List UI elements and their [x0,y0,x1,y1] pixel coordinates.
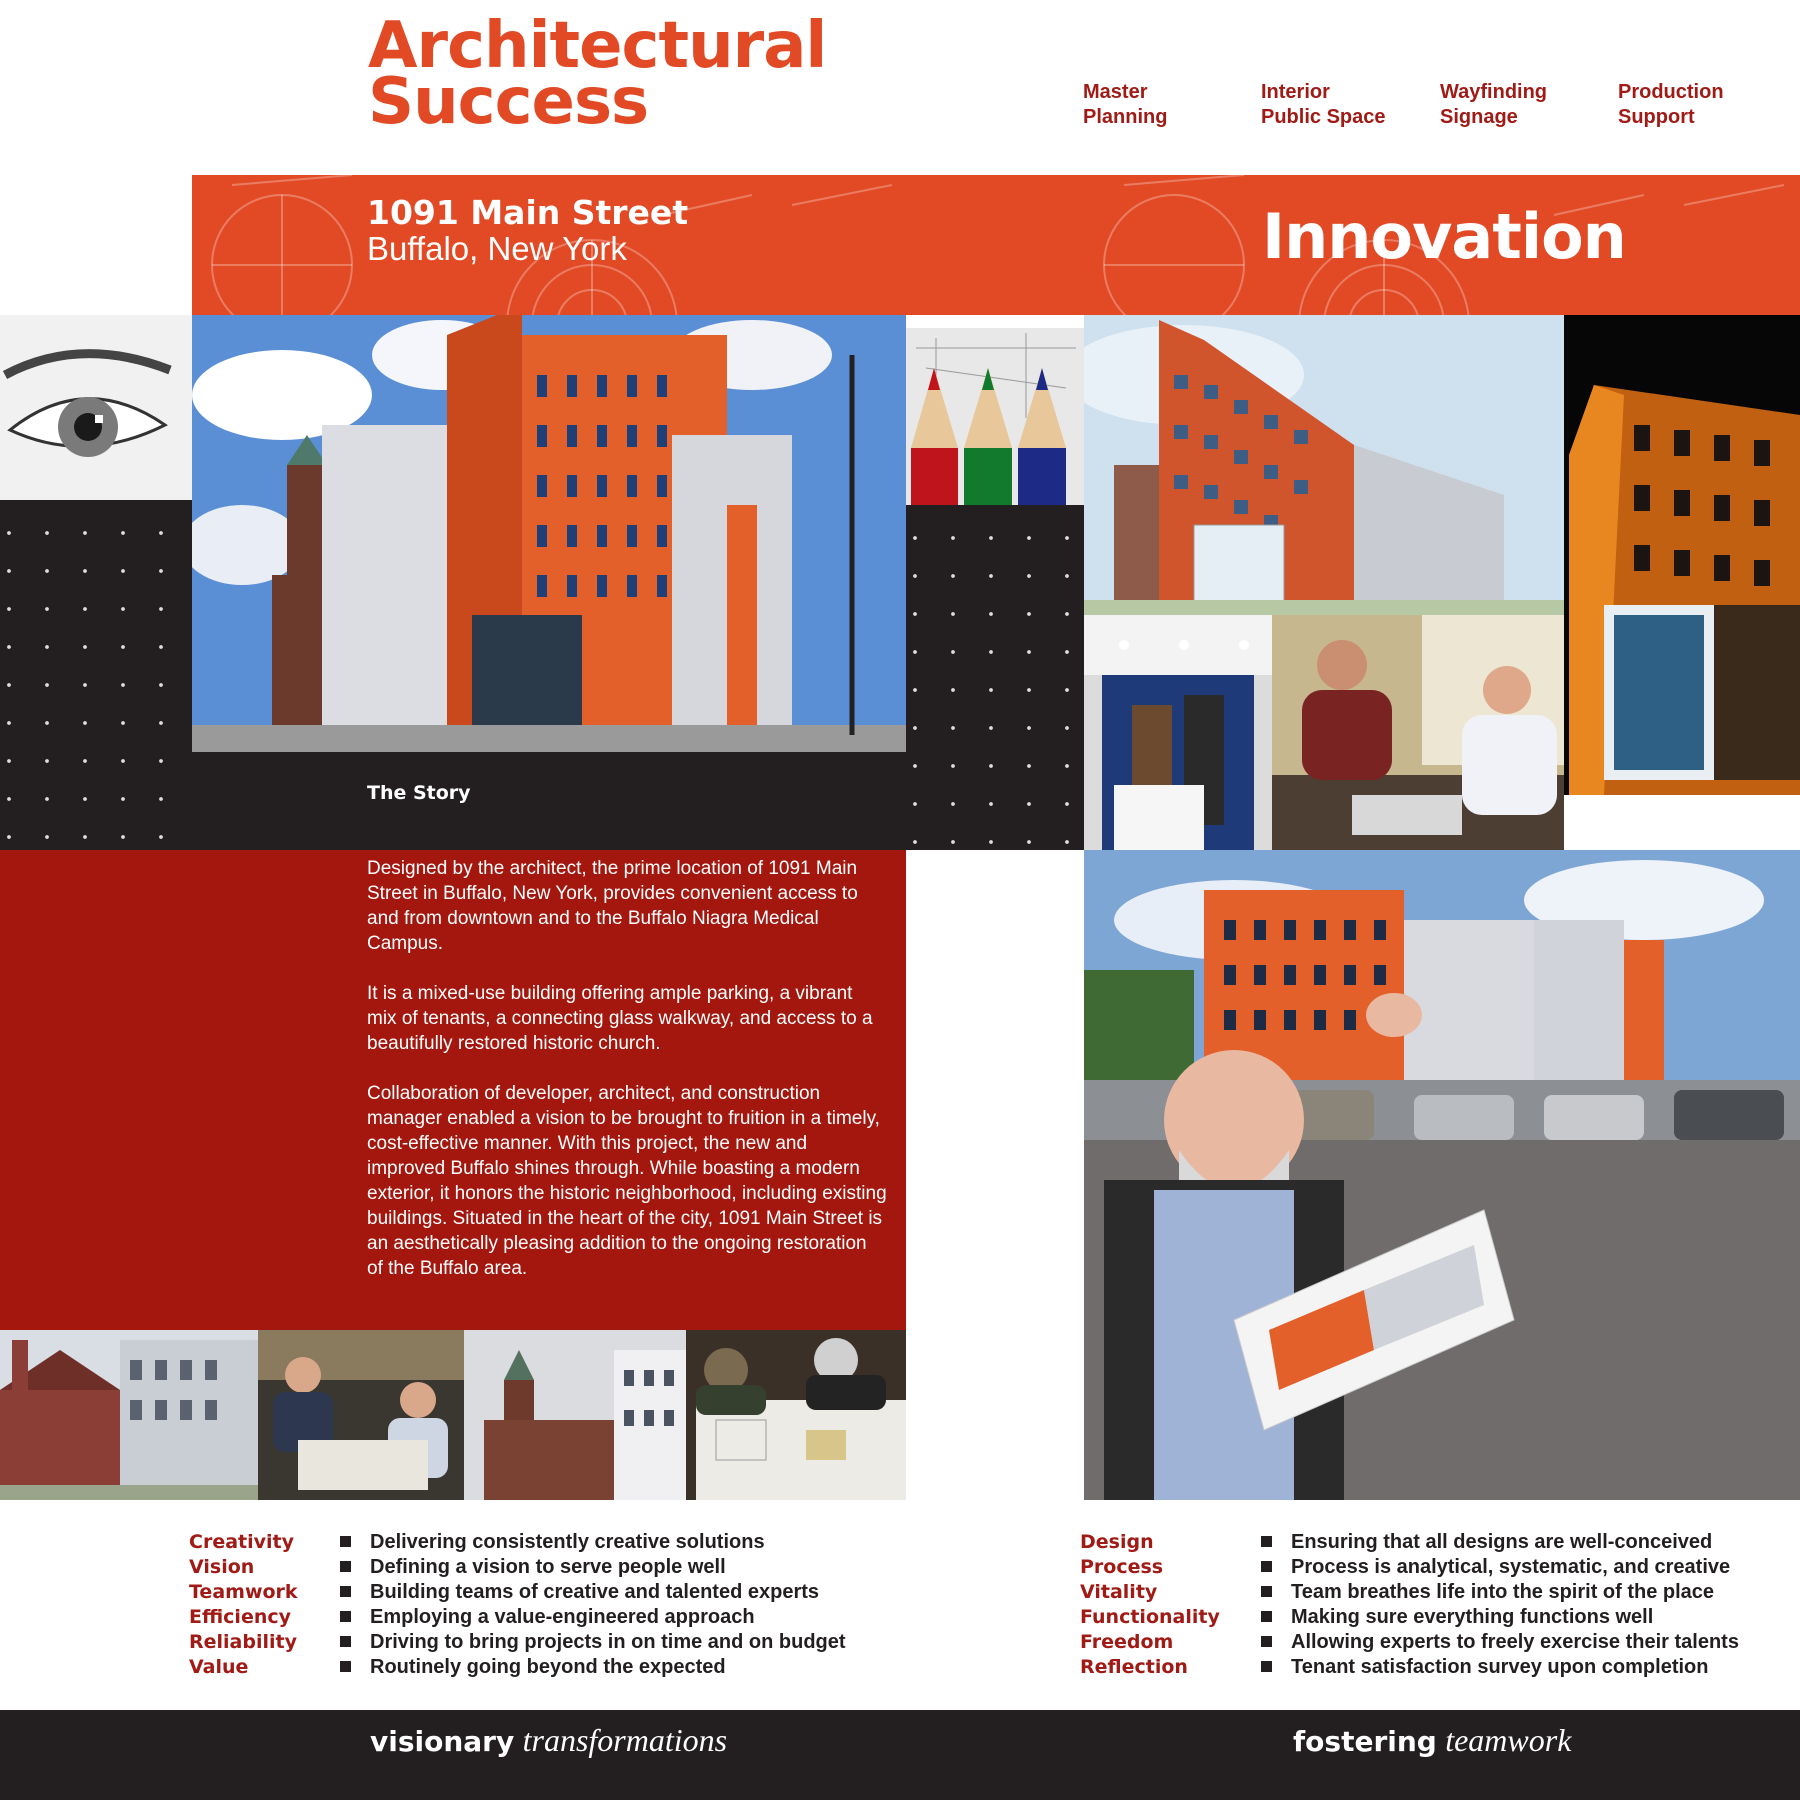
value-item-text: Ensuring that all designs are well-conceived [1291,1531,1713,1553]
value-label: Functionality [1080,1606,1220,1628]
value-label: Process [1080,1556,1164,1578]
lobby-photo [1084,615,1272,850]
bullet-icon [1261,1536,1272,1547]
service-interior-public-space [1261,80,1386,130]
value-item [1261,1630,1739,1655]
story-paragraph: Designed by the architect, the prime location of 1091 Main Street in Buffalo, New York, provides convenient access to and from downtown and to the Buffalo Niagra Medical Campus. [367,858,858,954]
bullet-icon [1261,1636,1272,1647]
value-label: Vitality [1080,1581,1158,1603]
value-item [340,1580,846,1605]
eye-sketch-image [0,315,192,500]
story-band [192,752,906,850]
value-item-text: Tenant satisfaction survey upon completion [1291,1656,1709,1678]
values-labels-right [1080,1530,1220,1680]
bullet-icon [340,1661,351,1672]
service-line: Planning [1083,106,1168,128]
page-title [368,9,827,139]
bullet-icon [1261,1661,1272,1672]
value-item-text: Process is analytical, systematic, and creative [1291,1556,1731,1578]
value-item [1261,1605,1739,1630]
tagline-bold: fostering [1293,1725,1437,1758]
value-item [340,1655,846,1680]
bullet-icon [1261,1586,1272,1597]
dotted-panel [0,500,192,850]
bullet-icon [340,1586,351,1597]
value-item [1261,1580,1739,1605]
value-item [1261,1555,1739,1580]
church-and-building-image [464,1330,686,1500]
dotted-panel [906,505,1084,850]
story-label: The Story [367,782,471,804]
service-line: Support [1618,106,1695,128]
church-rendering-image [0,1330,258,1500]
meeting-photo [1272,615,1564,850]
address-line-2: Buffalo, New York [367,230,627,267]
story-text [367,856,887,1306]
plans-review-image [686,1330,906,1500]
value-label: Efficiency [189,1606,292,1628]
service-line: Wayfinding [1440,81,1548,103]
building-exterior-photo [192,315,906,752]
tagline-bold: visionary [370,1725,515,1758]
value-item-text: Delivering consistently creative solutions [370,1531,765,1553]
bullet-icon [340,1611,351,1622]
value-item-text: Building teams of creative and talented experts [370,1581,820,1603]
service-line: Signage [1440,106,1518,128]
value-item-text: Allowing experts to freely exercise their talents [1291,1631,1739,1653]
values-labels-left [189,1530,298,1680]
value-item-text: Routinely going beyond the expected [370,1656,726,1678]
values-items-right [1261,1530,1739,1680]
value-label: Value [189,1656,249,1678]
tagline-italic: transformations [522,1722,728,1758]
building-rendering-image [1084,315,1564,615]
value-label: Design [1080,1531,1154,1553]
architect-with-drawing-photo [1084,850,1800,1500]
tagline-italic: teamwork [1445,1722,1572,1758]
title-line-2: Success [368,65,649,139]
service-production-support [1618,80,1724,130]
footer-tagline-right [1293,1722,1571,1759]
colored-pencils-image [906,328,1084,505]
bullet-icon [340,1636,351,1647]
values-items-left [340,1530,846,1680]
bullet-icon [1261,1611,1272,1622]
story-paragraph: It is a mixed-use building offering ample parking, a vibrant mix of tenants, a connecting glass walkway, and access to a beautifully restored historic church. [367,983,873,1054]
value-item [340,1630,846,1655]
bullet-icon [340,1561,351,1572]
service-line: Interior [1261,81,1330,103]
service-line: Production [1618,81,1724,103]
value-item-text: Driving to bring projects in on time and on budget [370,1631,846,1653]
value-label: Teamwork [189,1581,298,1603]
innovation-heading: Innovation [1262,200,1626,273]
value-item-text: Team breathes life into the spirit of the place [1291,1581,1715,1603]
building-night-photo [1564,315,1800,795]
value-item-text: Employing a value-engineered approach [370,1606,755,1628]
service-wayfinding-signage [1440,80,1547,130]
value-label: Reliability [189,1631,297,1653]
value-item [340,1555,846,1580]
bullet-icon [1261,1561,1272,1572]
value-label: Vision [189,1556,255,1578]
value-label: Creativity [189,1531,294,1553]
value-label: Freedom [1080,1631,1174,1653]
team-meeting-image [258,1330,464,1500]
value-item [340,1605,846,1630]
footer-tagline-left [370,1722,727,1759]
service-master-planning [1083,80,1167,130]
story-paragraph: Collaboration of developer, architect, and construction manager enabled a vision to be brought to fruition in a timely, cost-effective manner. With this project, the new and improved Buffalo shines through. While boasting a modern exterior, it honors the historic neighborhood, including existing buildings. Situated in the heart of the city, 1091 Main Street is an aesthetically pleasing addition to the ongoing restoration of the Buffalo area. [367,1083,887,1279]
value-item-text: Making sure everything functions well [1291,1606,1654,1628]
bullet-icon [340,1536,351,1547]
address-line-1: 1091 Main Street [367,193,689,232]
value-item [340,1530,846,1555]
value-item [1261,1655,1739,1680]
service-line: Public Space [1261,106,1386,128]
value-item [1261,1530,1739,1555]
title-line-1: Architectural [368,9,827,83]
value-item-text: Defining a vision to serve people well [370,1556,726,1578]
value-label: Reflection [1080,1656,1188,1678]
service-line: Master [1083,81,1148,103]
